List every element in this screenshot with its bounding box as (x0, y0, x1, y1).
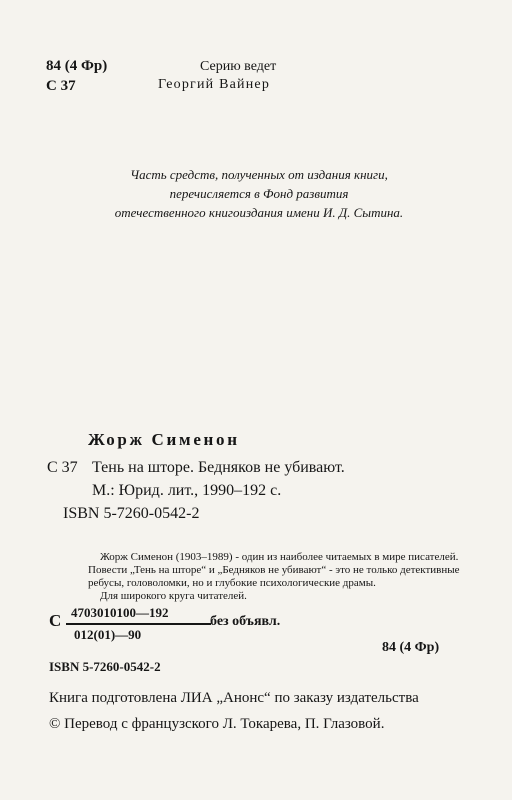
series-editor: Георгий Вайнер (158, 77, 271, 92)
fund-notice-line-3: отечественного книгоиздания имени И. Д. Сытина. (114, 205, 404, 220)
price-code: 84 (4 Фр) (46, 58, 108, 74)
fund-notice-line-2: перечисляется в Фонд развития (169, 186, 349, 201)
formula-note: без объявл. (210, 614, 281, 629)
catalog-code: С 37 (46, 78, 76, 94)
audience-note: Для широкого круга читателей. (100, 590, 247, 602)
series-label: Серию ведет (200, 59, 277, 74)
prepared-by-line: Книга подготовлена ЛИА „Анонс“ по заказу издательства (49, 690, 419, 706)
footer-isbn: ISBN 5-7260-0542-2 (49, 659, 161, 674)
bibliographic-code: С 37 (47, 459, 78, 476)
formula-denominator: 012(01)—90 (74, 627, 142, 642)
imprint-line: М.: Юрид. лит., 1990–192 с. (92, 482, 282, 499)
copyright-line: © Перевод с французского Л. Токарева, П. Глазовой. (49, 716, 385, 732)
formula-numerator: 4703010100—192 (71, 605, 169, 620)
fund-notice-line-1: Часть средств, полученных от издания книги, (130, 167, 388, 182)
annotation-text: Жорж Сименон (1903–1989) - один из наиболее читаемых в мире писателей. Повести „Тень на шторе“ и „Бедняков не убивают“ - это не только детективные ребусы, головоломки, но и глубокие психологические драмы. (88, 551, 460, 589)
fund-notice (84, 165, 434, 222)
author-name: Жорж Сименон (88, 430, 240, 449)
formula-price: 84 (4 Фр) (382, 640, 440, 655)
formula-fraction-line (66, 623, 211, 625)
annotation (88, 551, 468, 603)
book-title: Тень на шторе. Бедняков не убивают. (92, 459, 345, 476)
formula-letter: С (49, 611, 62, 630)
isbn-line: ISBN 5-7260-0542-2 (63, 505, 200, 522)
